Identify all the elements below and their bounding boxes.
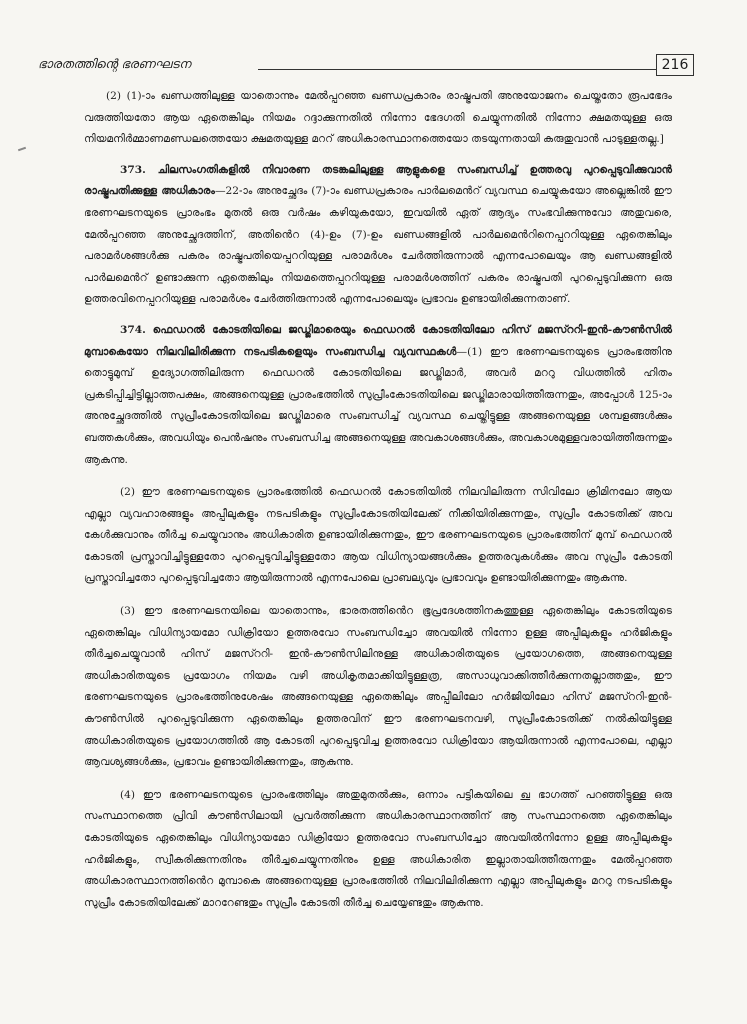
- page-number: 216: [656, 54, 694, 76]
- header-rule: [258, 69, 656, 70]
- running-title: ഭാരതത്തിന്റെ ഭരണഘടന: [38, 56, 191, 71]
- page-header: [38, 54, 689, 84]
- page-body: [84, 86, 672, 914]
- clause-text-start: (4) ഈ ഭരണഘടനയുടെ പ്രാരംഭത്തിലും അതുമുതൽക്കും, ഒന്നാം പട്ടികയിലെ: [120, 788, 521, 801]
- section-number: 373.: [120, 163, 146, 176]
- clause-374-2: (2) ഈ ഭരണഘടനയുടെ പ്രാരംഭത്തിൽ ഫെഡറൽ കോടതിയിൽ നിലവിലിരുന്ന സിവിലോ ക്രിമിനലോ ആയ എല്ലാ വ്യവഹാരങ്ങളും അപ്പീലുകളും നടപടികളും സുപ്രീംകോടതിയിലേക്ക് നീക്കിയിരിക്കുന്നതും, സുപ്രീം കോടതിക്ക് അവ കേൾക്കുവാനും തീർച്ച ചെയ്യുവാനും അധികാരിത ഉണ്ടായിരിക്കുന്നതും, ഈ ഭരണഘടനയുടെ പ്രാരംഭത്തിന് മുമ്പ് ഫെഡറൽ കോടതി പ്രസ്താവിച്ചിട്ടുള്ളതോ പുറപ്പെടുവിച്ചിട്ടുള്ളതോ ആയ വിധിന്യായങ്ങൾക്കും ഉത്തരവുകൾക്കും അവ സുപ്രീം കോടതി പ്രസ്താവിച്ചതോ പുറപ്പെടുവിച്ചതോ ആയിരുന്നാൽ എന്നപോലെ പ്രാബല്യവും പ്രഭാവവും ഉണ്ടായിരിക്കുന്നതും ആകുന്നു.: [84, 486, 672, 585]
- section-heading: ഫെഡറൽ കോടതിയിലെ ജഡ്ജിമാരെയും ഫെഡറൽ കോടതിയിലോ ഹിസ് മജസ്ററി-ഇൻ-കൗൺസിൽ മുമ്പാകെയോ നിലവിലിരിക്കുന്ന നടപടികളെയും സംബന്ധിച്ച വ്യവസ്ഥകൾ: [84, 323, 672, 358]
- underlined-part-letter: ഖ: [520, 788, 531, 801]
- clause-374-3: (3) ഈ ഭരണഘടനയിലെ യാതൊന്നും, ഭാരതത്തിൻെറ ഭൂപ്രദേശത്തിനകത്തുള്ള ഏതെങ്കിലും കോടതിയുടെ ഏതെങ്കിലും വിധിന്യായമോ ഡിക്രിയോ ഉത്തരവോ സംബന്ധിച്ചോ അവയിൽ നിന്നോ ഉള്ള അപ്പീലുകളും ഹർജികളും തീർച്ചചെയ്യുവാൻ ഹിസ് മജസ്ററി- ഇൻ-കൗൺസിലിനുള്ള അധികാരിതയുടെ പ്രയോഗത്തെ, അങ്ങനെയുള്ള അധികാരിതയുടെ പ്രയോഗം നിയമം വഴി അധികൃതമാക്കിയിട്ടുള്ളത്ര, അസാധുവാക്കിത്തീർക്കുന്നതല്ലാത്തതും, ഈ ഭരണഘടനയുടെ പ്രാരംഭത്തിനുശേഷം അങ്ങനെയുള്ള ഏതെങ്കിലും അപ്പീലിലോ ഹർജിയിലോ ഹിസ് മജസ്ററി-ഇൻ-കൗൺസിൽ പുറപ്പെടുവിക്കുന്ന ഏതെങ്കിലും ഉത്തരവിന് ഈ ഭരണഘടനവഴി, സുപ്രീംകോടതിക്ക് നൽകിയിട്ടുള്ള അധികാരിതയുടെ പ്രയോഗത്തിൽ ആ കോടതി പുറപ്പെടുവിച്ച ഉത്തരവോ ഡിക്രിയോ ആയിരുന്നാൽ എന്നപോലെ, എല്ലാ ആവശ്യങ്ങൾക്കും, പ്രഭാവം ഉണ്ടായിരിക്കുന്നതും, ആകുന്നു.: [84, 605, 672, 769]
- clause-text-end: ഭാഗത്ത് പറഞ്ഞിട്ടുള്ള ഒരു സംസ്ഥാനത്തെ പ്രിവി കൗൺസിലായി പ്രവർത്തിക്കുന്ന അധികാരസ്ഥാനത്തിന് ആ സംസ്ഥാനത്തെ ഏതെങ്കിലും കോടതിയുടെ ഏതെങ്കിലും വിധിന്യായമോ ഡിക്രിയോ ഉത്തരവോ സംബന്ധിച്ചോ അവയിൽനിന്നോ ഉള്ള അപ്പീലുകളും ഹർജികളും, സ്വീകരിക്കുന്നതിനും തീർച്ചചെയ്യുന്നതിനും ഉള്ള അധികാരിത ഇല്ലാതായിത്തീരുന്നതും മേൽപ്പറഞ്ഞ അധികാരസ്ഥാനത്തിൻെറ മുമ്പാകെ അങ്ങനെയുള്ള പ്രാരംഭത്തിൽ നിലവിലിരിക്കുന്ന എല്ലാ അപ്പീലുകളും മററു നടപടികളും സുപ്രീം കോടതിയിലേക്ക് മാററേണ്ടതും സുപ്രീം കോടതി തീർച്ച ചെയ്യേണ്ടതും ആകുന്നു.: [84, 788, 672, 909]
- section-text: —22-ാം അനുച്ഛേദം (7)-ാം ഖണ്ഡപ്രകാരം പാർലമെൻറ് വ്യവസ്ഥ ചെയ്യുകയോ അല്ലെങ്കിൽ ഈ ഭരണഘടനയുടെ പ്രാരംഭം മുതൽ ഒരു വർഷം കഴിയുകയോ, ഇവയിൽ ഏത് ആദ്യം സംഭവിക്കുന്നുവോ അതുവരെ, മേൽപ്പറഞ്ഞ അനുച്ഛേദത്തിന്, അതിൻെറ (4)-ഉം (7)-ഉം ഖണ്ഡങ്ങളിൽ പാർലമെൻറിനെപ്പററിയുള്ള ഏതെങ്കിലും പരാമർശങ്ങൾക്കു പകരം രാഷ്ട്രപതിയെപ്പററിയുള്ള പരാമർശം ചേർത്തിരുന്നാൽ എന്നപോലെയും ആ ഖണ്ഡങ്ങളിൽ പാർലമെൻറ് ഉണ്ടാക്കുന്ന ഏതെങ്കിലും നിയമത്തെപ്പററിയുള്ള പരാമർശത്തിന് പകരം രാഷ്ട്രപതി പുറപ്പെടുവിക്കുന്ന ഒരു ഉത്തരവിനെപ്പററിയുള്ള പരാമർശം ചേർത്തിരുന്നാൽ എന്നപോലെയും പ്രഭാവം ഉണ്ടായിരിക്കുന്നതാണ്.: [84, 185, 672, 306]
- section-heading: ചിലസംഗതികളിൽ നിവാരണ തടങ്കലിലുള്ള ആളുകളെ സംബന്ധിച്ച് ഉത്തരവു പുറപ്പെടുവിക്കുവാൻ രാഷ്ട്രപതിക്കുള്ള അധികാരം: [84, 163, 672, 198]
- section-373: [84, 160, 672, 311]
- section-number: 374.: [120, 323, 146, 336]
- paragraph-372a-2: (2) (1)-ാം ഖണ്ഡത്തിലുള്ള യാതൊന്നും മേൽപ്പറഞ്ഞ ഖണ്ഡപ്രകാരം രാഷ്ട്രപതി അനുയോജനം ചെയ്തതോ രൂപഭേദം വരുത്തിയതോ ആയ ഏതെങ്കിലും നിയമം റദ്ദാക്കുന്നതിൽ നിന്നോ ഭേദഗതി ചെയ്യുന്നതിൽ നിന്നോ ക്ഷമതയുള്ള ഒരു നിയമനിർമ്മാണമണ്ഡലത്തെയോ ക്ഷമതയുള്ള മററ് അധികാരസ്ഥാനത്തെയോ തടയുന്നതായി കരുതുവാൻ പാടുള്ളതല്ല.]: [84, 90, 672, 146]
- section-374: [84, 320, 672, 471]
- clause-374-4: [84, 785, 672, 915]
- section-text: —(1) ഈ ഭരണഘടനയുടെ പ്രാരംഭത്തിനു തൊട്ടുമുമ്പ് ഉദ്യോഗത്തിലിരുന്ന ഫെഡറൽ കോടതിയിലെ ജഡ്ജിമാർ, അവർ മററു വിധത്തിൽ ഹിതം പ്രകടിപ്പിച്ചിട്ടില്ലാത്തപക്ഷം, അങ്ങനെയുള്ള പ്രാരംഭത്തിൽ സുപ്രീംകോടതിയിലെ ജഡ്ജിമാരായിത്തീരുന്നതും, അപ്പോൾ 125-ാം അനുച്ഛേദത്തിൽ സുപ്രീംകോടതിയിലെ ജഡ്ജിമാരെ സംബന്ധിച്ച് വ്യവസ്ഥ ചെയ്തിട്ടുള്ള അങ്ങനെയുള്ള ശമ്പളങ്ങൾക്കും ബത്തകൾക്കും, അവധിയും പെൻഷനും സംബന്ധിച്ച അങ്ങനെയുള്ള അവകാശങ്ങൾക്കും, അവകാശമുള്ളവരായിത്തീരുന്നതും ആകുന്നു.: [84, 345, 672, 466]
- margin-mark: [18, 147, 26, 152]
